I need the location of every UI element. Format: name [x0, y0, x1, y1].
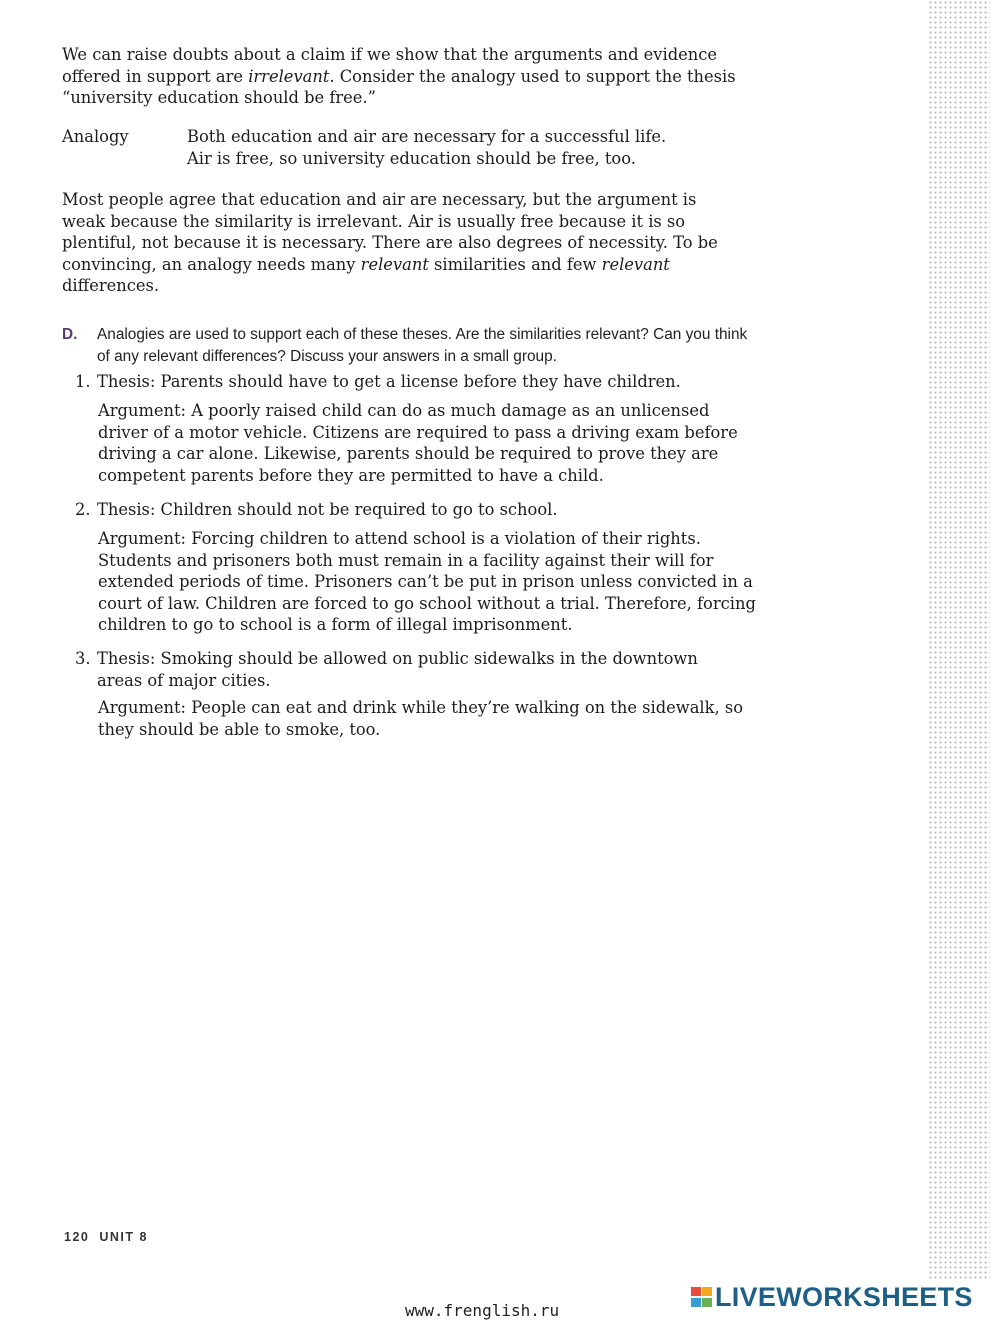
exercise-letter: D.: [62, 326, 78, 343]
item-number: 3.: [75, 649, 91, 668]
analogy-line-1: Both education and air are necessary for a successful life.: [187, 127, 667, 146]
analogy-line-2: Air is free, so university education should be free, too.: [187, 149, 636, 168]
liveworksheets-brand: LIVEWORKSHEETS: [715, 1281, 973, 1312]
watermark-url: www.frenglish.ru: [405, 1301, 560, 1320]
liveworksheets-icon: [691, 1287, 712, 1308]
item-number: 2.: [75, 500, 91, 519]
item-number: 1.: [75, 372, 91, 391]
item-thesis: Thesis: Children should not be required to go to school.: [97, 500, 558, 519]
dotted-margin-strip: [928, 0, 990, 1280]
item-thesis: Thesis: Parents should have to get a license before they have children.: [97, 372, 681, 391]
item-thesis: Thesis: Smoking should be allowed on public sidewalks in the downtown areas of major cities.: [97, 649, 698, 690]
page-footer: [64, 1230, 148, 1244]
explanation-paragraph: Most people agree that education and air are necessary, but the argument is weak because the similarity is irrelevant. Air is usually free because it is so plentiful, not because it is necessary. There are also degrees of necessity. To be convincing, an analogy needs many relevant similarities and few relevant differences.: [62, 190, 718, 295]
page-number: 120: [64, 1230, 90, 1244]
item-argument: Argument: A poorly raised child can do as much damage as an unlicensed driver of a motor vehicle. Citizens are required to pass a driving exam before driving a car alone. Likewise, parents should be required to prove they are competent parents before they are permitted to have a child.: [98, 401, 738, 485]
item-argument: Argument: People can eat and drink while they’re walking on the sidewalk, so they should be able to smoke, too.: [98, 698, 744, 739]
analogy-text: [187, 126, 747, 170]
exercise-instruction: [62, 324, 762, 367]
liveworksheets-logo: [691, 1282, 973, 1312]
item-argument: Argument: Forcing children to attend school is a violation of their rights. Students and prisoners both must remain in a facility against their will for extended periods of time. Prisoners can’t be put in prison unless convicted in a court of law. Children are forced to go school without a trial. Therefore, forcing children to go to school is a form of illegal imprisonment.: [98, 529, 756, 634]
unit-label: UNIT 8: [99, 1230, 148, 1244]
intro-paragraph: We can raise doubts about a claim if we show that the arguments and evidence offered in support are irrelevant. Consider the analogy used to support the thesis “university education should be free.”: [62, 45, 736, 107]
analogy-label: Analogy: [62, 127, 129, 146]
exercise-instruction-text: Analogies are used to support each of these theses. Are the similarities relevant? Can you think of any relevant differences? Discuss your answers in a small group.: [97, 326, 748, 365]
